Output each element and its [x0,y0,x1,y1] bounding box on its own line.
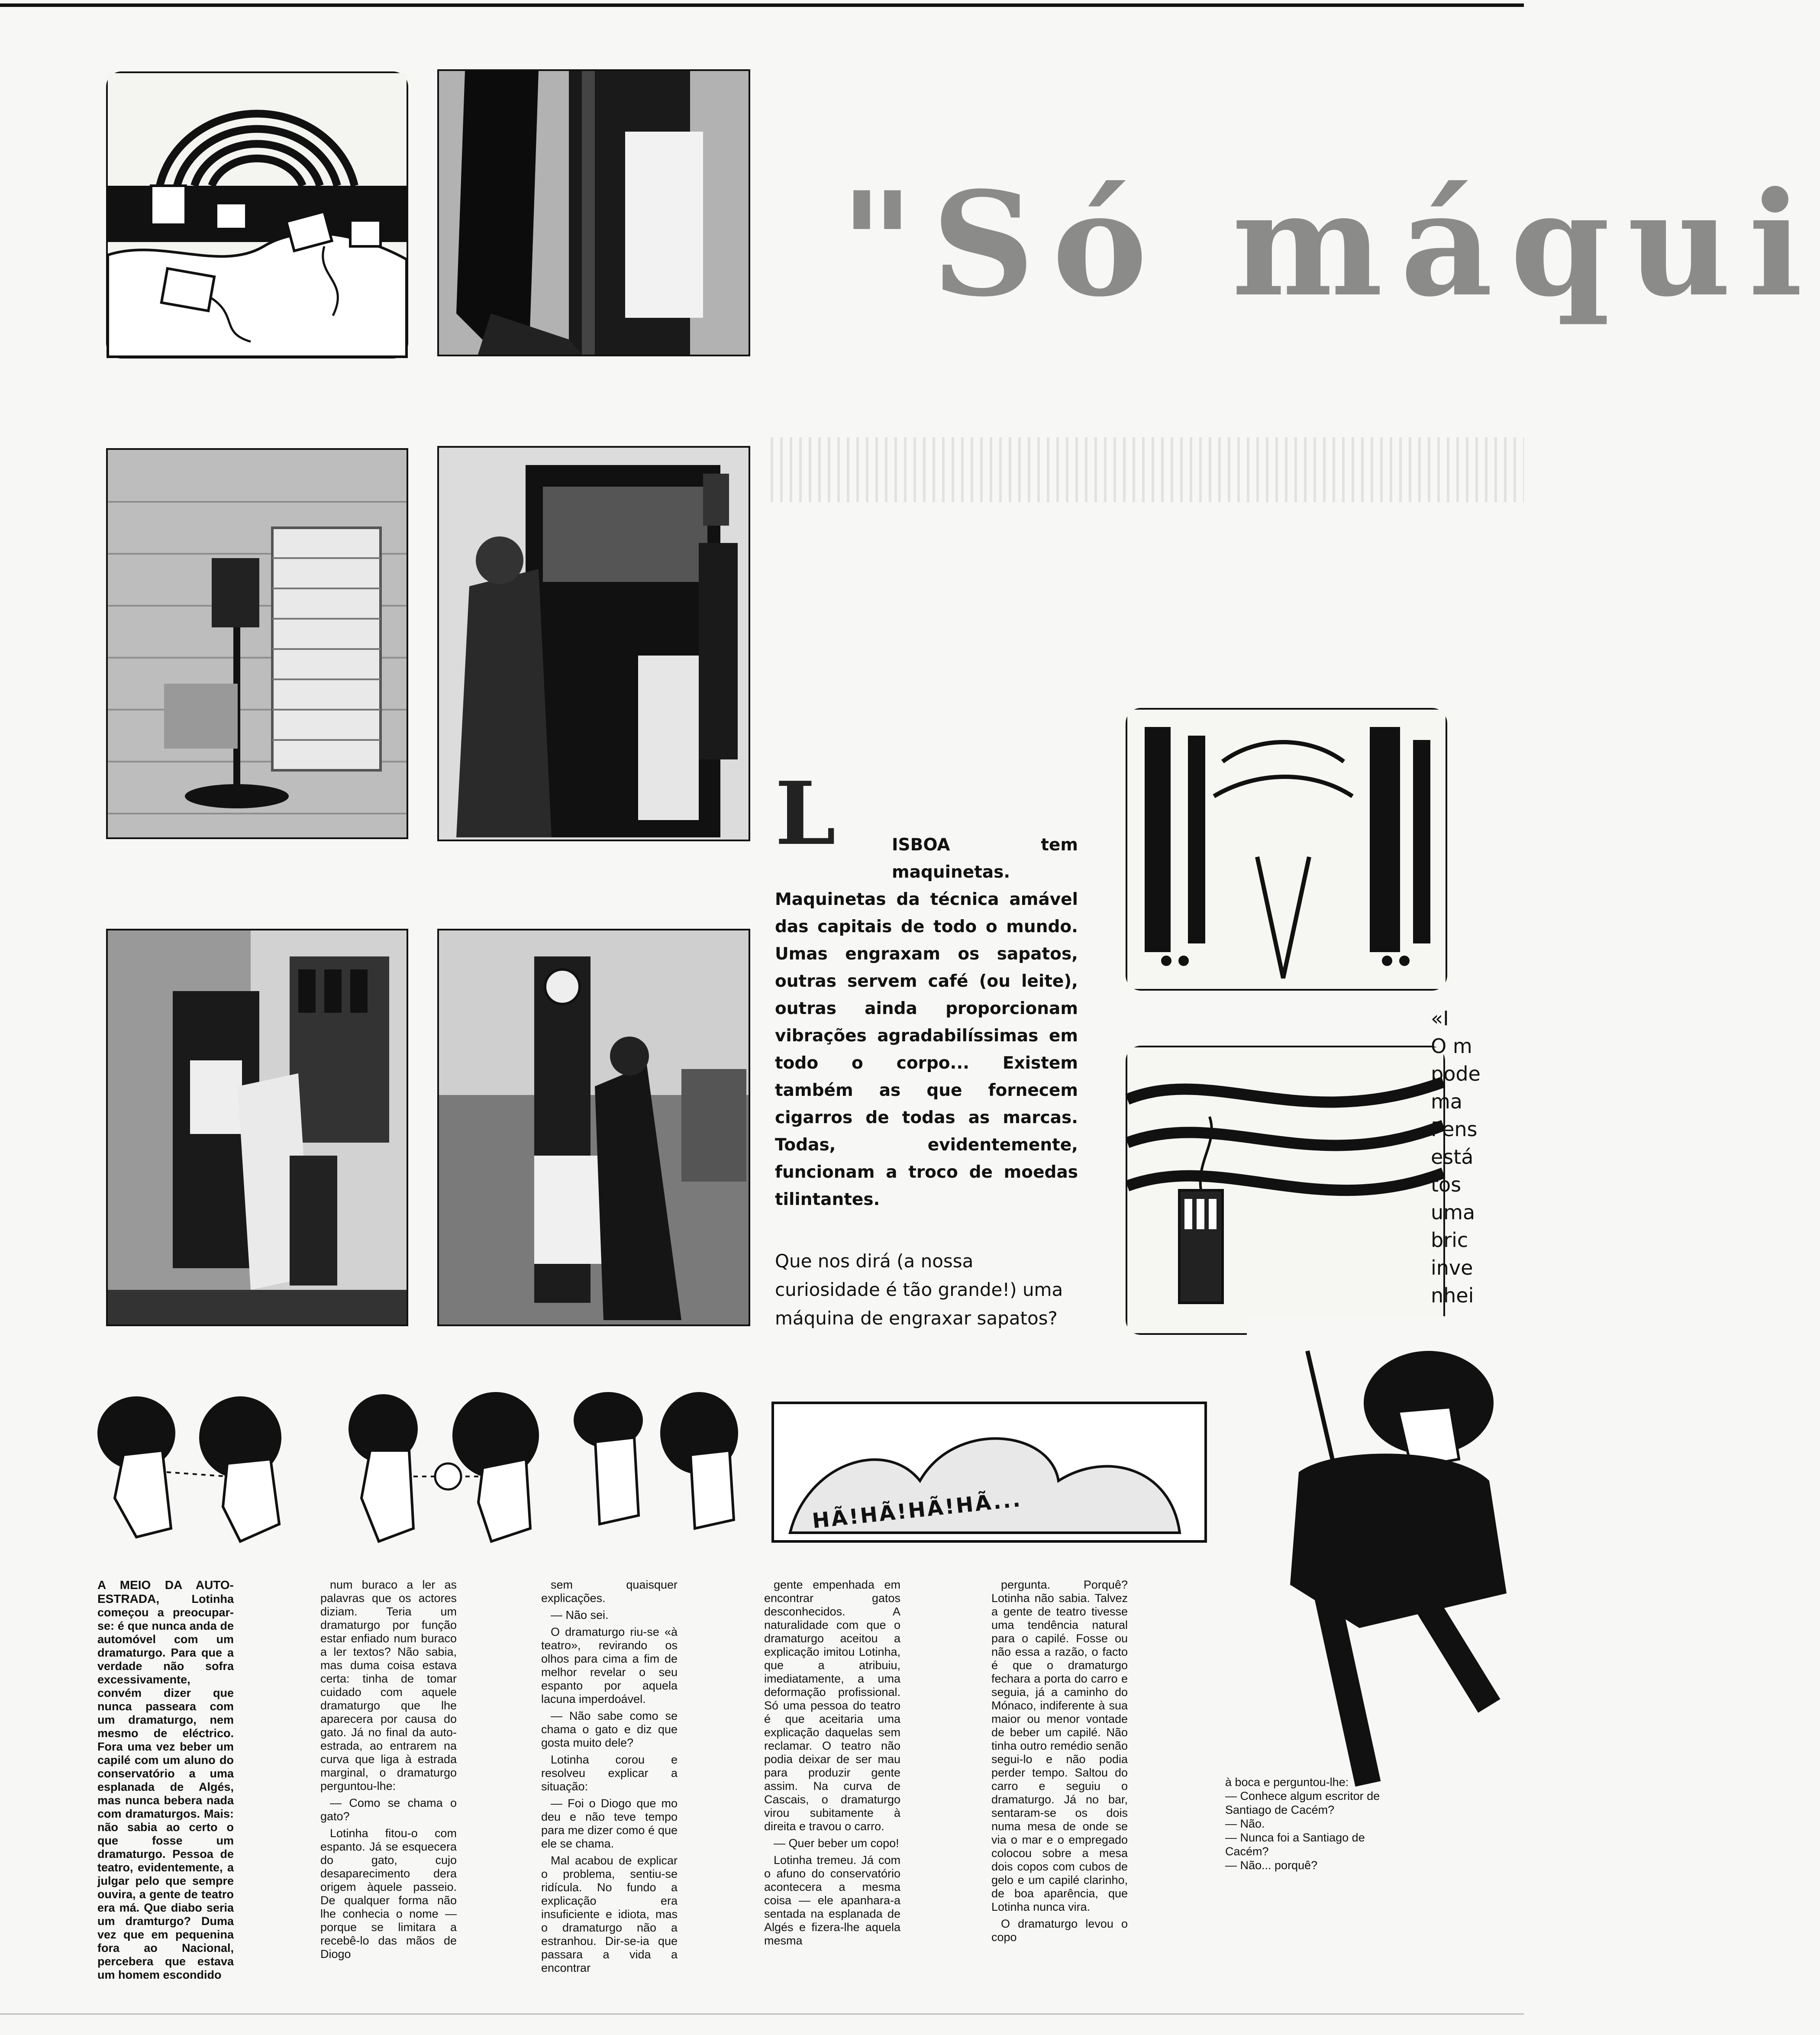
article-paragraph: Lotinha fitou-o com espanto. Já se esquecera do gato, cujo desaparecimento dera origem àquele passeio. De qualquer forma não lhe conhecia o nome — porque se limitara a recebê-lo das mãos de Diogo [320,1827,457,1961]
bottom-rule [0,2013,1524,2015]
article-paragraph: — Conhece algum escritor de Santiago de Cacém? [1225,1790,1380,1816]
intro-question: Que nos dirá (a nossa curiosidade é tão grande!) uma máquina de engraxar sapatos? [775,1250,1063,1329]
fragment-line: nhei [1431,1284,1474,1307]
intro-first-words: ISBOA tem maquinetas. [892,835,1078,882]
article-paragraph: — Não... porquê? [1225,1859,1318,1872]
photo-machine-by-clock [437,929,750,1326]
article-paragraph: Lotinha tremeu. Já com o afuno do conservatório acontecera a mesma coisa — ele apanhara-a sentada na esplanada de Algés e fizera-lhe aquela mesma [764,1854,900,1947]
article-paragraph: Lotinha corou e resolveu explicar a situação: [541,1753,678,1793]
comic-laugh: HÃ!HÃ!HÃ!HÃ... [811,1487,1023,1534]
article-text: Lotinha começou a preocupar-se: é que nunca anda de automóvel com um dramaturgo. Para que a verdade não sofra excessivamente, convém dizer que nunca passeara com um dramaturgo, nem mesmo de eléctrico. Fora uma vez beber um capilé com um aluno do conservatório a uma esplanada de Algés, mas nunca bebera nada com dramaturgos. Mais: não sabia ao certo o que fosse um dramaturgo. Pessoa de teatro, evidentemente, a julgar pelo que sempre ouvira, a gente de teatro era má. Que diabo seria um dramturgo? Duma vez que em pequenina fora ao Nacional, percebera que estava um homem escondido [97,1592,234,1981]
fragment-line: ma [1431,1090,1462,1113]
faint-bleed-through [771,437,1524,502]
fragment-line: «I [1431,1007,1449,1030]
fragment-line: O m [1431,1034,1472,1058]
article-paragraph: gente empenhada em encontrar gatos desconhecidos. A naturalidade com que o dramaturgo aceitou a explicação imitou Lotinha, que a atribuiu, imediatamente, a uma deformação profissional. Só uma pessoa do teatro é que aceitaria uma explicação daquelas sem reclamar. O teatro não podia deixar de ser mau para produzir gente assim. Na curva de Cascais, o dramaturgo virou subitamente à direita e travou o carro. [764,1578,900,1833]
article-lead: A MEIO DA AUTO-ESTRADA, [97,1578,234,1605]
photo-shoeshine-machine [437,69,750,356]
fragment-line: inve [1431,1256,1473,1279]
article-paragraph: num buraco a ler as palavras que os actores diziam. Teria um dramaturgo por função estar enfiado num buraco a ler textos? Não sabia, mas duma coisa estava certa: tinha de tomar cuidado com aquele dramaturgo que lhe aparecera por causa do gato. Já no final da auto-estrada, ao entrarem na curva que liga à estrada marginal, o dramaturgo perguntou-lhe: [320,1578,457,1793]
illustration-city-street [1126,708,1447,991]
intro-body: Maquinetas da técnica amável das capitais de todo o mundo. Umas engraxam os sapatos, outras servem café (ou leite), outras ainda proporcionam vibrações agradabilíssimas em todo o corpo... Existem também as que fornecem cigarros de todas as marcas. Todas, evidentemente, funcionam a troco de moedas tilintantes. [775,890,1078,1209]
fragment-line: tos [1431,1173,1462,1196]
article-paragraph: O dramaturgo riu-se «à teatro», revirando os olhos para cima a fim de melhor revelar o seu espanto por aquela lacuna imperdoável. [541,1625,678,1706]
illustration-running-man [1247,1316,1524,1810]
comic-strip [97,1386,1206,1567]
article-paragraph: — Não sabe como se chama o gato e diz que gosta muito dele? [541,1709,678,1749]
photo-coffee-machine-man [437,446,750,841]
illustration-cigarette-waves [1126,1046,1445,1335]
article-paragraph: — Quer beber um copo! [774,1837,899,1850]
fragment-line: está [1431,1145,1474,1169]
article-column-1 [97,1578,234,1985]
article-paragraph: — Não. [1225,1817,1265,1830]
article-column-2 [320,1578,457,1964]
fragment-line: pode [1431,1062,1481,1085]
fragment-line: uma [1431,1201,1475,1224]
photo-street-vending-stand [106,448,408,839]
article-paragraph: sem quaisquer explicações. [541,1578,678,1605]
fragment-line: bric [1431,1228,1468,1252]
article-paragraph: Mal acabou de explicar o problema, sentiu-se ridícula. No fundo a explicação era insuficiente e idiota, mas o dramaturgo não a estranhou. Dir-se-ia que passara a vida a encontrar [541,1854,678,1974]
article-column-6 [1225,1775,1390,1872]
article-paragraph: O dramaturgo levou o copo [991,1917,1128,1944]
article-paragraph: — Não sei. [551,1609,609,1622]
article-paragraph: à boca e perguntou-lhe: [1225,1776,1349,1789]
headline: "Só máqui [840,160,1820,328]
article-column-3 [541,1578,678,1978]
article-paragraph: pergunta. Porquê? Lotinha não sabia. Talvez a gente de teatro tivesse uma tendência natural para o capilé. Fosse ou não essa a razão, o facto é que o dramaturgo fechara a porta do carro e seguia, já a caminho do Mónaco, indiferente à sua maior ou menor vontade de beber um capilé. Não tinha outro remédio senão segui-lo e não podia perder tempo. Saltou do carro e seguiu o dramaturgo. Já no bar, sentaram-se os dois numa mesa de onde se via o mar e o empregado colocou sobre a mesa dois copos com cubos de gelo e um capilé clarinho, de boa aparência, que Lotinha nunca vira. [991,1578,1128,1913]
article-paragraph: — Como se chama o gato? [320,1796,457,1823]
article-paragraph: — Nunca foi a Santiago de Cacém? [1225,1831,1365,1858]
fragment-line: Pens [1431,1118,1478,1141]
side-column-fragment [1431,1005,1481,1309]
article-column-4 [764,1578,900,1951]
photo-cigarette-machine [106,929,408,1326]
article-column-5 [991,1578,1128,1948]
top-rule [0,3,1524,7]
article-paragraph: — Foi o Diogo que mo deu e não teve tempo para me dizer como é que ele se chama. [541,1797,678,1850]
illustration-rainbow-machines [106,71,408,359]
drop-cap: L [775,763,836,865]
intro-paragraph [775,831,1078,1213]
